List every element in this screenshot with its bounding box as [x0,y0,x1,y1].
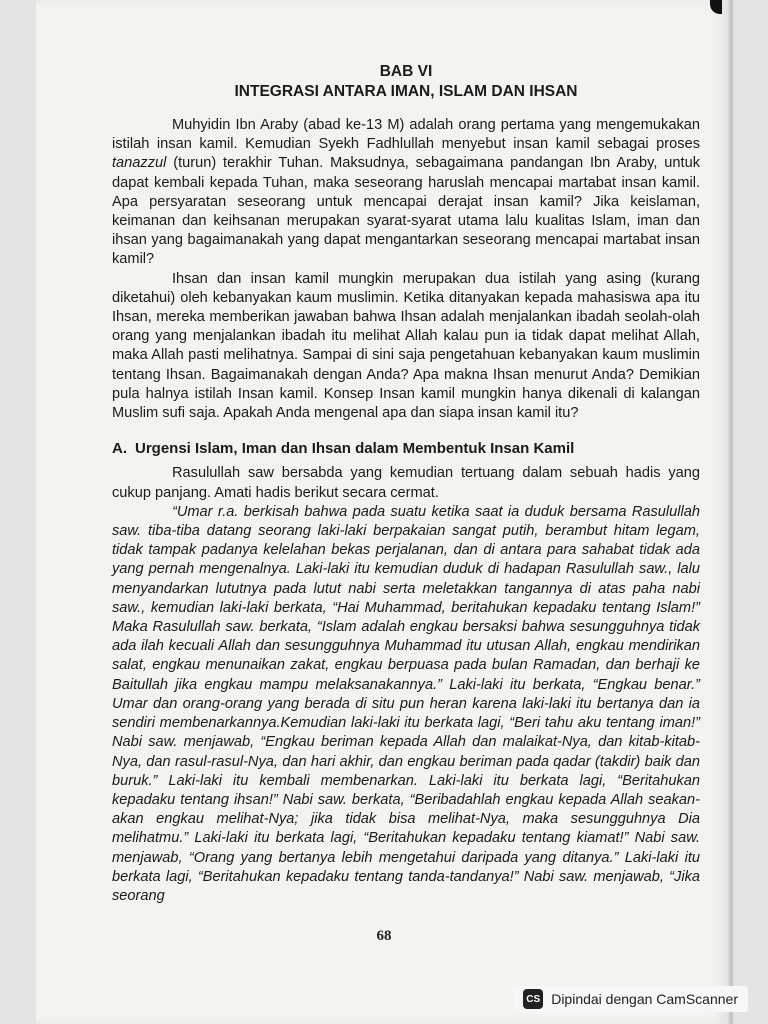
term-tanazzul: tanazzul [112,155,167,172]
paragraph-1 [112,116,700,270]
hadith-quote: “Umar r.a. berkisah bahwa pada suatu ketika saat ia duduk bersama Rasulullah saw. tiba-tiba datang seorang laki-laki berpakaian sangat putih, berambut hitam legam, tidak tampak padanya kelelahan bekas perjalanan, dan di antara para sahabat tidak ada yang pernah mengenalnya. Laki-laki itu kemudian duduk di hadapan Rasulullah saw., lalu menyandarkan lututnya pada lutut nabi serta meletakkan tangannya di atas paha nabi saw., kemudian laki-laki berkata, “Hai Muhammad, beritahukan kepadaku tentang Islam!” Maka Rasulullah saw. berkata, “Islam adalah engkau bersaksi bahwa sesungguhnya tidak ada ilah kecuali Allah dan sesungguhnya Muhammad itu utusan Allah, engkau mendirikan salat, engkau menunaikan zakat, engkau berpuasa pada bulan Ramadan, dan berhaji ke Baitullah jika engkau mampu melaksanakannya.” Laki-laki itu berkata, “Engkau benar.” Umar dan orang-orang yang berada di situ pun heran karena laki-laki itu bertanya dan ia sendiri membenarkannya.Kemudian laki-laki itu berkata lagi, “Beri tahu aku tentang iman!” Nabi saw. menjawab, “Engkau beriman kepada Allah dan malaikat-Nya, dan kitab-kitab-Nya, dan rasul-rasul-Nya, dan hari akhir, dan engkau beriman pada qadar (takdir) baik dan buruk.” Laki-laki itu kembali membenarkan. Laki-laki itu berkata lagi, “Beritahukan kepadaku tentang ihsan!” Nabi saw. berkata, “Beribadahlah engkau kepada Allah seakan-akan engkau melihat-Nya; jika tidak bisa melihat-Nya, maka sesungguhnya Dia melihatmu.” Laki-laki itu berkata lagi, “Beritahukan kepadaku tentang kiamat!” Nabi saw. menjawab, “Orang yang bertanya lebih mengetahui daripada yang ditanya.” Laki-laki itu berkata lagi, “Beritahukan kepadaku tentang tanda-tandanya!” Nabi saw. menjawab, “Jika seorang [112,503,700,904]
section-a-marker: A. [112,440,127,458]
section-a-title: Urgensi Islam, Iman dan Ihsan dalam Membentuk Insan Kamil [135,440,575,458]
section-a-heading [112,439,700,458]
paragraph-2: Ihsan dan insan kamil mungkin merupakan dua istilah yang asing (kurang diketahui) oleh kebanyakan kaum muslimin. Ketika ditanyakan kepada mahasiswa apa itu Ihsan, mereka memberikan jawaban bahwa Ihsan adalah menjalankan ibadah seolah-olah orang yang menjalankan ibadah itu melihat Allah kalau pun ia tidak dapat melihat Allah, maka Allah pasti melihatnya. Sampai di sini saja pengetahuan kebanyakan kaum muslimin tentang Ihsan. Bagaimanakah dengan Anda? Apa makna Ihsan menurut Anda? Demikian pula halnya istilah Insan kamil. Konsep Insan kamil mungkin hanya dikenali di kalangan Muslim sufi saja. Apakah Anda mengenal apa dan siapa insan kamil itu? [112,270,700,422]
page-content [112,62,700,906]
section-a-intro: Rasulullah saw bersabda yang kemudian tertuang dalam sebuah hadis yang cukup panjang. Amati hadis berikut secara cermat. [112,465,700,501]
page-number: 68 [376,928,392,944]
chapter-label: BAB VI [379,63,433,80]
paragraph-1-rest: (turun) terakhir Tuhan. Maksudnya, sebagaimana pandangan Ibn Araby, untuk dapat kembali kepada Tuhan, maka seseorang haruslah mencapai martabat insan kamil. Apa persyaratan seseorang untuk mencapai derajat insan kamil? Jika keislaman, keimanan dan keihsanan merupakan syarat-syarat utama lalu kualitas Islam, iman dan ihsan yang bagaimanakah yang dapat mengantarkan seseorang mencapai martabat insan kamil? [112,155,700,268]
chapter-title: INTEGRASI ANTARA IMAN, ISLAM DAN IHSAN [234,83,578,100]
camscanner-stamp [513,986,748,1012]
camscanner-logo-icon: CS [523,989,543,1009]
camscanner-label: Dipindai dengan CamScanner [551,991,738,1007]
page-edge [728,0,734,1024]
paragraph-1-lead: Muhyidin Ibn Araby (abad ke-13 M) adalah orang pertama yang mengemukakan istilah insan kamil. Kemudian Syekh Fadhlullah menyebut insan kamil sebagai proses [112,117,700,153]
